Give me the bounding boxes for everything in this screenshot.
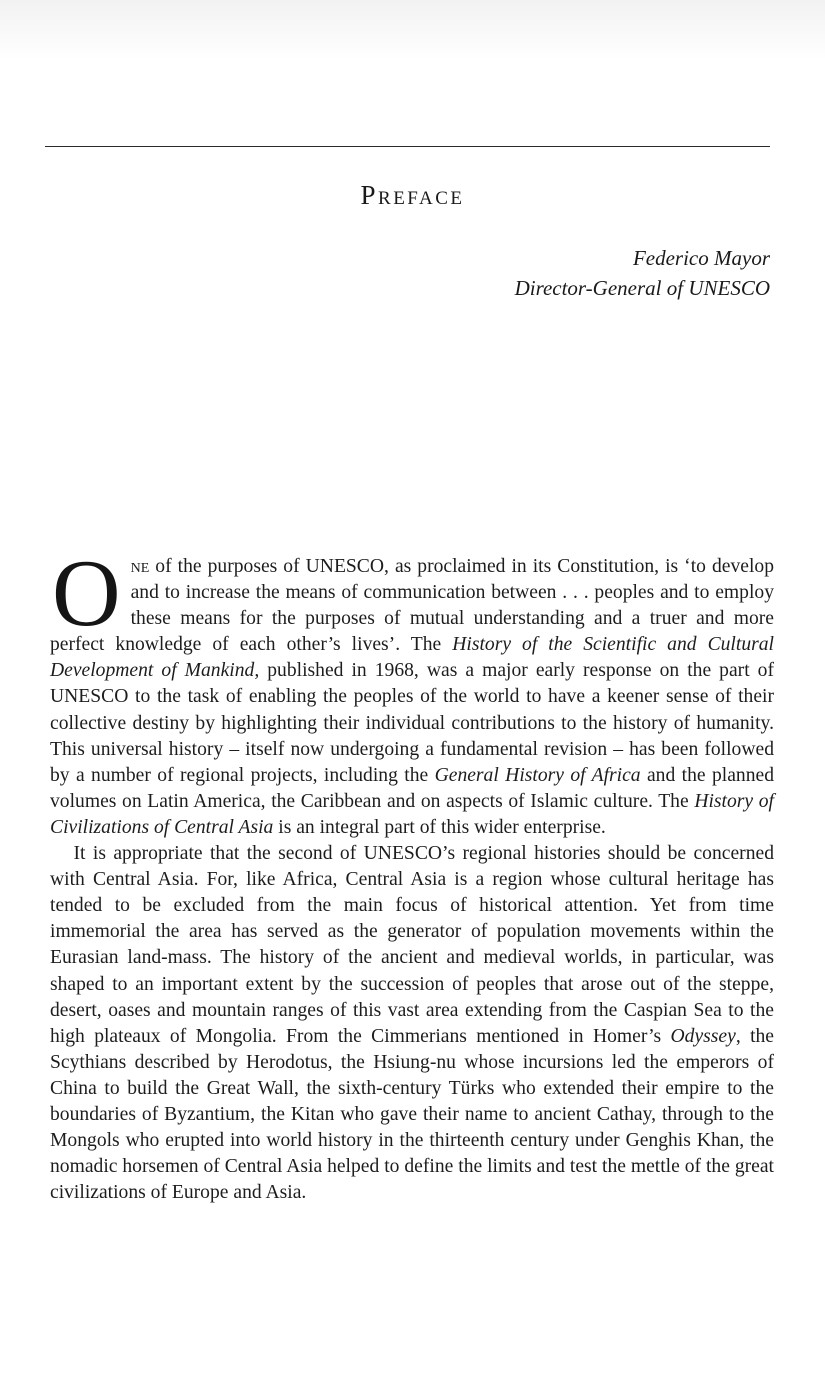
author-block xyxy=(515,243,770,303)
page-title: Preface xyxy=(360,180,465,210)
drop-cap: O xyxy=(52,540,121,646)
paragraph-1-text-2: published in 1968, was a major early response on the part of UNESCO to the task of enabling the peoples of the world to have a keener sense of their collective destiny by highlighting their individual contributions to the history of humanity. This universal history – itself now undergoing a fundamental revision – has been followed by a number of regional projects, including the xyxy=(50,660,774,786)
paragraph-2-italic-1: Odyssey xyxy=(670,1025,736,1047)
header-rule xyxy=(45,146,770,147)
author-name: Federico Mayor xyxy=(632,246,770,270)
body-text xyxy=(50,540,775,1206)
paragraph-1-italic-1: History of the Scientific and Cultural Development of Mankind, xyxy=(50,634,774,682)
paragraph-2-text-1: It is appropriate that the second of UNESCO’s regional histories should be concerned with Central Asia. For, like Africa, Central Asia is a region whose cultural heritage has tended to be excluded from the main focus of historical attention. Yet from time immemorial the area has served as the generator of population movements within the Eurasian land-mass. The history of the ancient and medieval worlds, in particular, was shaped to an important extent by the succession of peoples that arose out of the steppe, desert, oases and mountain ranges of this vast area extending from the Caspian Sea to the high plateaux of Mongolia. From the Cimmerians mentioned in Homer’s xyxy=(50,843,774,1047)
paragraph-1-italic-3: History of Civilizations of Central Asia xyxy=(50,790,774,838)
paragraph-1 xyxy=(50,540,774,841)
author-role: Director-General of UNESCO xyxy=(514,276,770,300)
page-top-shading xyxy=(0,0,825,60)
lead-in: ne xyxy=(130,556,150,577)
paragraph-2-text-2: , the Scythians described by Herodotus, the Hsiung-nu whose incursions led the emperors of China to build the Great Wall, the sixth-century Türks who extended their empire to the boundaries of Byzantium, the Kitan who gave their name to ancient Cathay, through to the Mongols who erupted into world history in the thirteenth century under Genghis Khan, the nomadic horsemen of Central Asia helped to define the limits and test the mettle of the great civilizations of Europe and Asia. xyxy=(50,1025,775,1204)
paragraph-1-text-3: and the planned volumes on Latin America, the Caribbean and on aspects of Islamic culture. The xyxy=(50,764,774,812)
paragraph-1-italic-2: General History of Africa xyxy=(434,764,641,786)
paragraph-1-text-1: of the purposes of UNESCO, as proclaimed in its Constitution, is ‘to develop and to increase the means of communication between . . . peoples and to employ these means for the purposes of mutual understanding and a truer and more perfect knowledge of each other’s lives’. The xyxy=(50,556,774,656)
paragraph-1-text-4: is an integral part of this wider enterprise. xyxy=(273,816,606,838)
paragraph-2 xyxy=(50,841,774,1206)
